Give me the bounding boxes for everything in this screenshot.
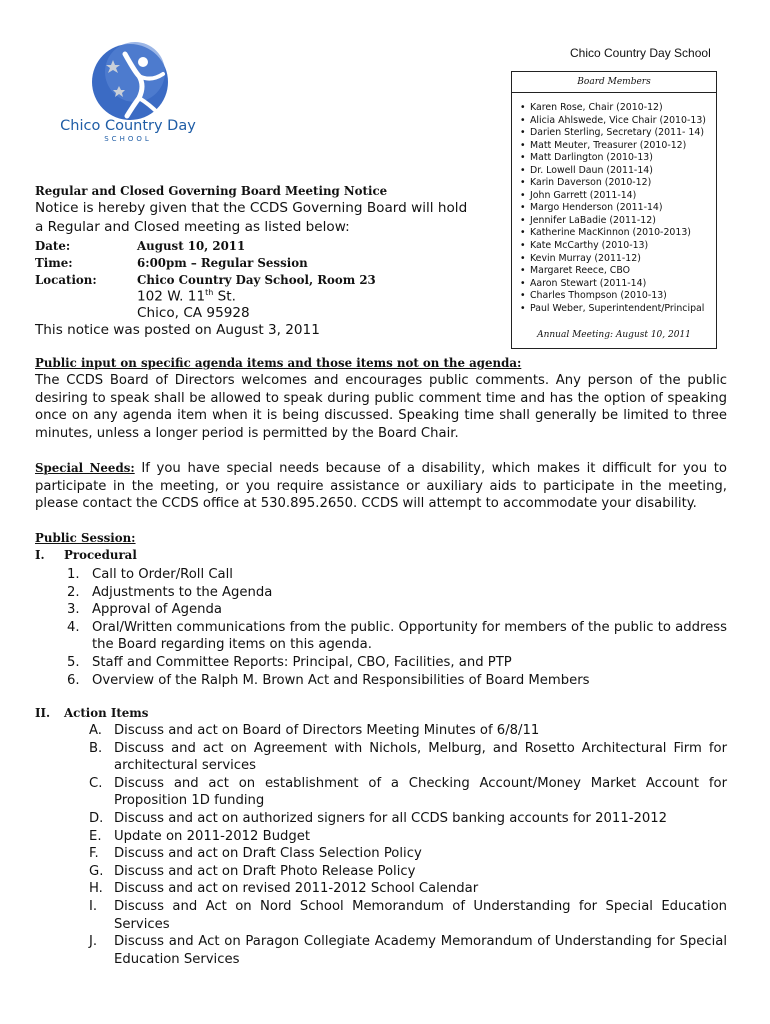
board-member: • Matt Meuter, Treasurer (2010-12) [520, 140, 706, 153]
board-member: • Aaron Stewart (2011-14) [520, 278, 706, 291]
board-member: • Charles Thompson (2010-13) [520, 290, 706, 303]
location-label: Location: [35, 273, 97, 287]
special-needs-paragraph [35, 460, 727, 513]
list-item: C. Discuss and act on establishment of a Checking Account/Money Market Account for Proposition 1D funding [89, 775, 727, 809]
annual-meeting-note: Annual Meeting: August 10, 2011 [537, 330, 691, 340]
list-item: B. Discuss and act on Agreement with Nichols, Melburg, and Rosetto Architectural Firm for architectural services [89, 740, 727, 774]
board-members-box [511, 71, 717, 349]
procedural-items [67, 566, 727, 689]
board-member: • Matt Darlington (2010-13) [520, 152, 706, 165]
notice-heading: Regular and Closed Governing Board Meeting Notice [35, 184, 388, 198]
list-item: 5. Staff and Committee Reports: Principal, CBO, Facilities, and PTP [67, 654, 512, 670]
time-value: 6:00pm – Regular Session [137, 256, 308, 270]
date-value: August 10, 2011 [137, 239, 246, 253]
list-item: F. Discuss and act on Draft Class Selection Policy [89, 846, 422, 862]
board-member: • John Garrett (2011-14) [520, 190, 706, 203]
notice-line-2: a Regular and Closed meeting as listed below: [35, 219, 350, 235]
board-member: • Margaret Reece, CBO [520, 265, 706, 278]
board-member: • Alicia Ahlswede, Vice Chair (2010-13) [520, 115, 706, 128]
procedural-heading: I. Procedural [35, 548, 137, 562]
list-item: 3. Approval of Agenda [67, 602, 222, 618]
action-items-heading: II. Action Items [35, 706, 149, 720]
date-label: Date: [35, 239, 71, 253]
board-member: • Dr. Lowell Daun (2011-14) [520, 165, 706, 178]
board-member: • Karin Daverson (2010-12) [520, 177, 706, 190]
list-item: 2. Adjustments to the Agenda [67, 584, 273, 600]
location-value: Chico Country Day School, Room 23 [137, 273, 376, 287]
board-member: • Jennifer LaBadie (2011-12) [520, 215, 706, 228]
list-item: A. Discuss and act on Board of Directors Meeting Minutes of 6/8/11 [89, 723, 540, 738]
special-needs-heading: Special Needs: [35, 461, 135, 475]
board-member: • Kate McCarthy (2010-13) [520, 240, 706, 253]
public-session-heading: Public Session: [35, 531, 136, 545]
list-item: G. Discuss and act on Draft Photo Release Policy [89, 863, 416, 879]
time-label: Time: [35, 256, 73, 270]
special-needs-text: If you have special needs because of a disability, which makes it difficult for you to participate in the meeting, or you require assistance or auxiliary aids to participate in the meeting, please contact the CCDS office at 530.895.2650. CCDS will attempt to accommodate your disability. [35, 461, 727, 512]
list-item: H. Discuss and act on revised 2011-2012 School Calendar [89, 881, 479, 897]
notice-line-1: Notice is hereby given that the CCDS Governing Board will hold [35, 200, 468, 216]
logo-name: Chico Country Day [60, 118, 196, 134]
list-item: E. Update on 2011-2012 Budget [89, 828, 311, 844]
logo-subtitle: SCHOOL [104, 135, 152, 143]
list-item: 6. Overview of the Ralph M. Brown Act and Responsibilities of Board Members [67, 672, 590, 688]
board-members-list [520, 102, 706, 315]
school-name: Chico Country Day School [570, 46, 711, 60]
board-divider [512, 92, 716, 93]
posted-notice: This notice was posted on August 3, 2011 [35, 322, 320, 338]
list-item: J. Discuss and Act on Paragon Collegiate Academy Memorandum of Understanding for Special Education Services [89, 934, 727, 967]
board-member: • Darien Sterling, Secretary (2011- 14) [520, 127, 706, 140]
list-item: 4. Oral/Written communications from the public. Opportunity for members of the public to address the Board regarding items on this agenda. [67, 619, 727, 653]
board-members-title: Board Members [577, 77, 651, 87]
list-item: I. Discuss and Act on Nord School Memorandum of Understanding for Special Education Services [89, 898, 727, 932]
list-item: D. Discuss and act on authorized signers for all CCDS banking accounts for 2011-2012 [89, 810, 668, 826]
address-city: Chico, CA 95928 [137, 305, 250, 321]
board-member: • Margo Henderson (2011-14) [520, 202, 706, 215]
board-member: • Katherine MacKinnon (2010-2013) [520, 227, 706, 240]
public-input-heading: Public input on specific agenda items and those items not on the agenda: [35, 356, 522, 370]
board-member: • Paul Weber, Superintendent/Principal [520, 303, 706, 316]
public-input-text: The CCDS Board of Directors welcomes and encourages public comments. Any person of the public desiring to speak shall be allowed to speak during public comment time and has the option of speaking once on any agenda item when it is being discussed. Speaking time shall generally be limited to three minutes, unless a longer period is permitted by the Board Chair. [35, 373, 727, 441]
address-street: 102 W. 11th St. [137, 288, 236, 305]
action-items [89, 722, 727, 968]
board-member: • Karen Rose, Chair (2010-12) [520, 102, 706, 115]
list-item: 1. Call to Order/Roll Call [67, 567, 233, 582]
board-member: • Kevin Murray (2011-12) [520, 253, 706, 266]
